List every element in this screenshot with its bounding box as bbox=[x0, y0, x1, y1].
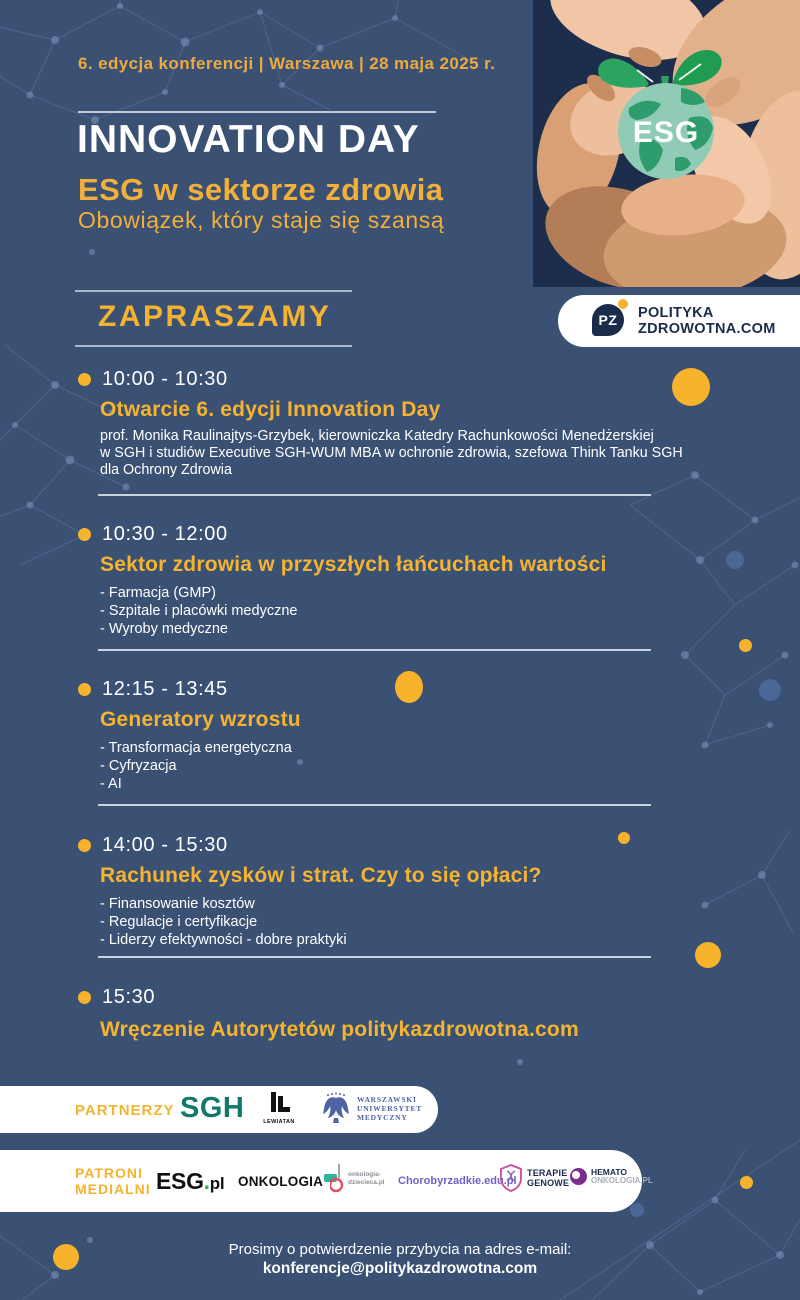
wum-text: WARSZAWSKI UNIWERSYTET MEDYCZNY bbox=[357, 1094, 423, 1122]
agenda-item-4-title: Rachunek zysków i strat. Czy to się opłaci? bbox=[100, 864, 542, 887]
yellow-dot-decoration bbox=[695, 942, 721, 968]
yellow-dot-decoration bbox=[395, 671, 423, 703]
bullet-dot bbox=[78, 839, 91, 852]
agenda-item-4-time-row bbox=[78, 834, 228, 857]
partners-label: PARTNERZY bbox=[75, 1102, 175, 1119]
agenda-divider bbox=[98, 494, 651, 496]
title-rule bbox=[78, 111, 436, 113]
footer-rsvp bbox=[0, 1241, 800, 1278]
yellow-dot-decoration bbox=[672, 368, 710, 406]
sgh-logo: SGH bbox=[180, 1092, 245, 1124]
onkologia-pl-logo: ONKOLOGIA bbox=[238, 1174, 337, 1189]
rsvp-email: konferencje@politykazdrowotna.com bbox=[262, 1260, 538, 1277]
pz-brand-name: POLITYKA ZDROWOTNA.COM bbox=[638, 305, 776, 337]
event-subtitle: ESG w sektorze zdrowia bbox=[78, 172, 444, 207]
event-tagline: Obowiązek, który staje się szansą bbox=[78, 207, 445, 233]
invite-heading: ZAPRASZAMY bbox=[98, 300, 332, 333]
agenda-item-3-title: Generatory wzrostu bbox=[100, 708, 301, 731]
invite-rule-top bbox=[75, 290, 352, 292]
agenda-item-2-time-row bbox=[78, 523, 228, 546]
agenda-time: 10:00 - 10:30 bbox=[102, 368, 228, 390]
agenda-time: 15:30 bbox=[102, 986, 156, 1008]
pz-speech-bubble-icon: PZ bbox=[592, 304, 624, 336]
agenda-item-5-time-row bbox=[78, 986, 155, 1009]
bullet-dot bbox=[78, 991, 91, 1004]
pz-yellow-dot-icon bbox=[618, 299, 628, 309]
chorobyrzadkie-logo: Chorobyrzadkie.edu.pl bbox=[398, 1175, 517, 1187]
lewiatan-icon bbox=[267, 1092, 291, 1118]
agenda-item-3-bullets: - Transformacja energetyczna - Cyfryzacja - AI bbox=[100, 740, 292, 792]
agenda-item-3-time-row bbox=[78, 678, 228, 701]
agenda-item-2-title: Sektor zdrowia w przyszłych łańcuchach wartości bbox=[100, 553, 607, 576]
onkologia-dziecieca-icon bbox=[330, 1164, 344, 1194]
politykazdrowotna-logo bbox=[558, 295, 800, 347]
agenda-item-1-description: prof. Monika Raulinajtys-Grzybek, kierowniczka Katedry Rachunkowości Menedżerskiej w SGH i studiów Executive SGH-WUM MBA w ochronie zdrowia, szefowa Think Tanku SGH dla Ochrony Zdrowia bbox=[100, 428, 683, 478]
hero-photo-hands-esg-globe bbox=[533, 0, 800, 287]
partners-bar bbox=[0, 1086, 438, 1133]
event-title: INNOVATION DAY bbox=[77, 118, 420, 161]
wum-eagle-icon bbox=[322, 1092, 350, 1124]
bullet-dot bbox=[78, 528, 91, 541]
yellow-dot-decoration bbox=[740, 1176, 753, 1189]
terapie-genowe-logo: TERAPIE GENOWE bbox=[500, 1164, 569, 1192]
agenda-divider bbox=[98, 804, 651, 806]
agenda-item-1-title: Otwarcie 6. edycji Innovation Day bbox=[100, 398, 441, 421]
agenda-time: 14:00 - 15:30 bbox=[102, 834, 228, 856]
agenda-item-1-time-row bbox=[78, 368, 228, 391]
onkologia-dziecieca-logo: onkologia- dziecieca.pl bbox=[330, 1164, 385, 1194]
yellow-dot-decoration bbox=[739, 639, 752, 652]
bullet-dot bbox=[78, 373, 91, 386]
event-date-line: 6. edycja konferencji | Warszawa | 28 maja 2025 r. bbox=[78, 54, 496, 73]
agenda-divider bbox=[98, 649, 651, 651]
agenda-time: 10:30 - 12:00 bbox=[102, 523, 228, 545]
media-patrons-bar bbox=[0, 1150, 653, 1212]
esg-globe-label: ESG bbox=[632, 116, 700, 149]
wum-logo bbox=[322, 1092, 422, 1124]
rsvp-text: Prosimy o potwierdzenie przybycia na adres e-mail: bbox=[228, 1241, 572, 1258]
terapie-genowe-shield-icon bbox=[500, 1164, 522, 1192]
bullet-dot bbox=[78, 683, 91, 696]
agenda-item-4-bullets: - Finansowanie kosztów - Regulacje i certyfikacje - Liderzy efektywności - dobre praktyki bbox=[100, 896, 347, 948]
invite-rule-bottom bbox=[75, 345, 352, 347]
agenda-time: 12:15 - 13:45 bbox=[102, 678, 228, 700]
agenda-divider bbox=[98, 956, 651, 958]
hematoonkologia-icon bbox=[570, 1168, 587, 1185]
media-patrons-label: PATRONI MEDIALNI bbox=[75, 1165, 151, 1197]
hematoonkologia-logo: HEMATO ONKOLOGIA.PL bbox=[570, 1168, 653, 1185]
agenda-item-5-title: Wręczenie Autorytetów politykazdrowotna.com bbox=[100, 1018, 579, 1041]
agenda-item-2-bullets: - Farmacja (GMP) - Szpitale i placówki medyczne - Wyroby medyczne bbox=[100, 585, 298, 637]
esg-pl-logo: ESG.pl bbox=[156, 1168, 225, 1194]
yellow-dot-decoration bbox=[618, 832, 630, 844]
lewiatan-logo: LEWIATAN bbox=[262, 1092, 296, 1125]
